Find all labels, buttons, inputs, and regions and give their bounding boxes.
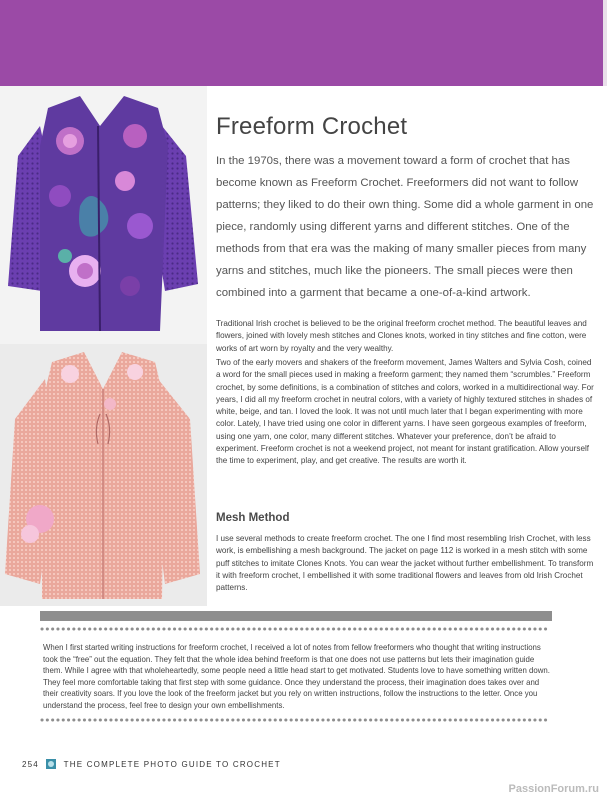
purple-jacket-photo	[0, 86, 207, 344]
dotted-divider-bottom	[40, 717, 552, 723]
pink-jacket-photo	[0, 344, 207, 606]
body-paragraph-scrumbles: Two of the early movers and shakers of the freeform movement, James Walters and Sylvia Cosh, coined a word for the small pieces used in making a freeform garment; they named them “scrumbles.” Freeform crochet, by some definitions, is a combination of stitches and colors, worked in a multidirectional way. For years, I did all my freeform crochet in neutral colors, with a variety of highly textured stitches in shades of white, beige, and tan. I loved the look. It was not until much later that I began experimenting with more color. Lately, I have tried using one color in different yarns. I have seen gorgeous examples of freeform, using one yarn, one color, many different stitches. Whatever your preference, don’t be afraid to experiment. Freeform crochet is not a weekend project, not meant for instant gratification. Allow yourself the time to experiment, play, and get creative. The results are worth it.	[216, 358, 594, 466]
dotted-divider-top	[40, 626, 552, 632]
page-footer	[22, 759, 281, 769]
body-paragraph-irish-crochet: Traditional Irish crochet is believed to be the original freeform crochet method. The beautiful leaves and flowers, joined with lovely mesh stitches and Clones knots, worked in tiny stitches and fine cotton, were works of art worn by royalty and the very wealthy.	[216, 319, 587, 353]
book-title: THE COMPLETE PHOTO GUIDE TO CROCHET	[63, 760, 281, 769]
body-paragraph-mesh-method: I use several methods to create freeform crochet. The one I find most resembling Irish Crochet, with less work, is embellishing a mesh background. The jacket on page 112 is worked in a mesh stitch with some puff stitches to imitate Clones Knots. You can wear the jacket without further embellishment. To transform it with freeform crochet, I embellished it with some traditional flowers and leaves from old Irish Crochet patterns.	[216, 534, 594, 593]
page-number: 254	[22, 760, 39, 769]
sidebar-top-rule	[40, 611, 552, 621]
watermark-text: PassionForum.ru	[508, 783, 599, 795]
page-title: Freeform Crochet	[216, 113, 408, 140]
book-logo-icon	[46, 759, 56, 769]
header-band	[0, 0, 607, 86]
lead-paragraph: In the 1970s, there was a movement toward a form of crochet that has become known as Freeform Crochet. Freeformers did not want to follow patterns; they liked to do their own thing. Some did a whole garment in one piece, randomly using different yarns and different stitches. One of the methods from that era was the making of many smaller pieces from many yarns and stitches, much like the pioneers. The small pieces were then combined into a garment that became a one-of-a-kind artwork.	[216, 155, 594, 299]
sidebar-note: When I first started writing instructions for freeform crochet, I received a lot of notes from fellow freeformers who thought that writing instructions took the “free” out the equation. They felt that the whole idea behind freeform is that one does not use patterns but lets their imagination guide them. While I agree with that wholeheartedly, some people need a little head start to get motivated. Students love to have something written down. They feel more comfortable taking that first step with some guidance. Once they understand the process, their imagination does takes over and their creativity soars. If you love the look of the freeform jacket but you rely on written instructions, follow the instructions to the letter. Once you understand the process, feel free to design your own embellishments.	[43, 643, 550, 710]
section-heading-mesh-method: Mesh Method	[216, 512, 290, 524]
